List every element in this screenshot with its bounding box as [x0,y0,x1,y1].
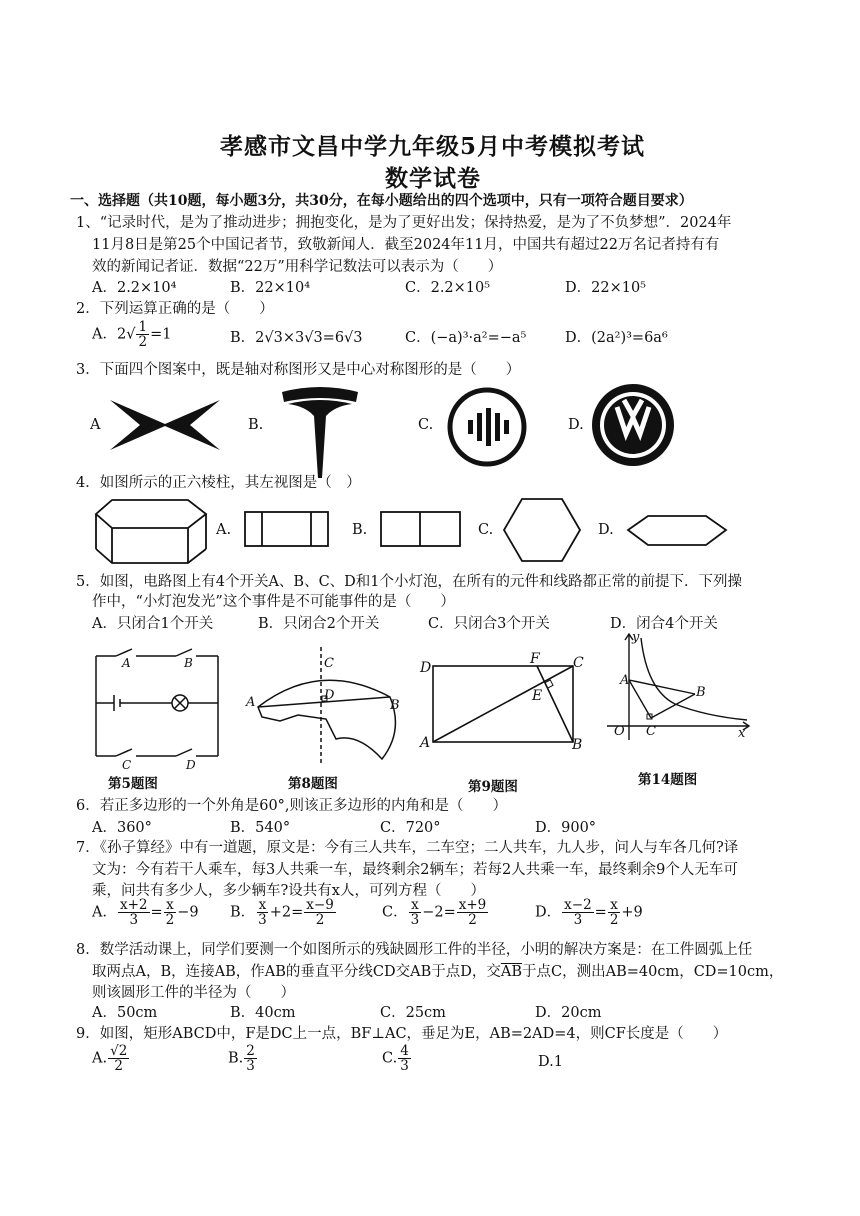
fig5-label-c: C [122,758,132,772]
q9-option-d: D.1 [538,1054,563,1070]
fig14-label-c: C [646,724,656,739]
q7-b-frac2 [304,898,336,927]
q7-option-d [535,898,643,927]
q9-a-label: A. [92,1050,108,1067]
fig9-label-e: E [532,688,543,704]
q7-c-d2: 2 [468,912,477,929]
fig14-label-x: x [738,726,746,741]
q9-c-num: 4 [400,1043,409,1059]
q1-line3: 效的新闻记者证．数据“22万”用科学记数法可以表示为（ ） [92,259,503,275]
fig5-label-b: B [184,656,193,670]
q7-c-d1: 3 [410,912,420,929]
q2-a-den: 2 [138,334,148,351]
q7-a-label: A． [92,904,117,921]
q7-c-mid: −2= [422,904,456,921]
q2-a-post: =1 [150,326,172,343]
q3-label-c: C. [418,417,434,433]
q5-line1: 5．如图，电路图上有4个开关A、B、C、D和1个小灯泡，在所有的元件和线路都正常的前提下．下列操 [76,574,743,590]
vw-logo-figure [590,382,676,468]
fig9-caption: 第9题图 [468,779,518,795]
q8-line2-part2: 于点C，测出AB=40cm，CD=10cm， [522,964,784,980]
q1-option-a: A．2.2×10⁴ [92,280,177,296]
q7-c-n1: x [411,897,419,913]
q7-b-n2: x−9 [306,897,334,913]
fig8-label-d: D [324,688,335,703]
q2-option-c: C．(−a)³·a²=−a⁵ [405,330,527,346]
q7-b-mid: +2= [269,904,304,921]
circuit-diagram [92,648,224,768]
q2-a-label: A． [92,326,117,343]
fig9-label-a: A [420,735,431,751]
q9-a-frac [108,1044,129,1073]
q9-c-label: C. [382,1050,398,1067]
fig9-label-b: B [572,737,583,753]
fig8-label-c: C [324,656,334,671]
q2-a-num: 1 [138,319,148,335]
q2-stem: 2．下列运算正确的是（ ） [76,301,274,317]
q7-line3: 乘，问共有多少人，多少辆车?设共有x人，可列方程（ ） [92,883,485,899]
fig14-label-b: B [696,685,706,700]
fig9-label-c: C [573,655,584,671]
q4-label-b: B. [352,522,368,538]
q4-view-d [626,514,728,548]
fig9-label-f: F [530,651,540,667]
q1-option-c: C．2.2×10⁵ [405,280,491,296]
q8-line1: 8．数学活动课上，同学们要测一个如图所示的残缺圆形工件的半径，小明的解决方案是：在工件圆弧上任 [76,942,753,958]
q6-option-b: B．540° [230,820,291,836]
q6-option-c: C．720° [380,820,441,836]
q8-option-d: D．20cm [535,1005,602,1021]
q7-a-d1: 3 [129,912,139,929]
q8-option-b: B．40cm [230,1005,296,1021]
fig14-label-o: O [614,724,625,739]
fig14-caption: 第14题图 [638,772,698,788]
q5-line2: 作中，“小灯泡发光”这个事件是不可能事件的是（ ） [92,594,455,610]
q7-option-c [382,898,489,927]
q2-a-frac [136,320,149,349]
q7-line1: 7．《孙子算经》中有一道题，原文是：今有三人共车，二车空；二人共车，九人步，问人与车各几何?译 [76,840,739,856]
q7-d-label: D． [535,904,562,921]
q9-option-a [92,1044,130,1073]
q9-b-num: 2 [246,1043,255,1059]
q9-a-den: 2 [114,1058,123,1075]
q4-view-a [244,511,330,549]
q4-label-a: A. [216,522,232,538]
q7-b-d2: 2 [315,912,325,929]
q9-b-label: B. [228,1050,244,1067]
q9-b-frac [244,1044,257,1073]
q7-a-frac2 [164,898,177,927]
q7-c-frac1 [409,898,422,927]
q7-a-n2: x [166,897,174,913]
q6-option-d: D．900° [535,820,597,836]
q9-option-c [382,1044,412,1073]
q9-c-den: 3 [400,1058,409,1075]
q7-a-n1: x+2 [119,897,148,913]
q7-option-b [230,898,337,927]
q6-option-a: A．360° [92,820,152,836]
q4-view-c [502,497,582,563]
q1-option-b: B．22×10⁴ [230,280,311,296]
fig5-caption: 第5题图 [108,776,158,792]
q5-option-a: A．只闭合1个开关 [92,616,214,632]
bowtie-figure [110,398,220,453]
q8-arc-ab: $\overline{AB}$ [500,964,522,980]
q2-option-d: D．(2a²)³=6a⁶ [565,330,668,346]
tesla-logo-figure [280,386,360,481]
q8-option-a: A．50cm [92,1005,158,1021]
q7-a-frac1 [118,898,150,927]
fig8-label-b: B [390,698,400,713]
fig9-label-d: D [420,660,432,676]
q7-a-post: −9 [177,904,199,921]
q3-stem: 3．下面四个图案中，既是轴对称图形又是中心对称图形的是（ ） [76,362,521,378]
q7-b-frac1 [256,898,269,927]
section-header: 一、选择题（共10题，每小题3分，共30分，在每小题给出的四个选项中，只有一项符合题目要求） [70,193,693,209]
q7-b-label: B． [230,904,256,921]
q6-stem: 6．若正多边形的一个外角是60°,则该正多边形的内角和是（ ） [76,798,508,814]
q7-b-d1: 3 [258,912,267,929]
q9-option-b [228,1044,258,1073]
q7-option-a [92,898,199,927]
q7-line2: 文为：今有若干人乘车，每3人共乘一车，最终剩余2辆车；若每2人共乘一车，最终剩余9个人无车可 [92,862,738,878]
q7-c-frac2 [457,898,489,927]
q2-a-coef: 2 [116,326,127,343]
q5-option-d: D．闭合4个开关 [610,616,718,632]
page-title: 孝感市文昌中学九年级5月中考模拟考试 [220,133,646,160]
q7-d-post: +9 [621,904,643,921]
q7-b-n1: x [258,897,267,913]
q7-d-n2: x [610,897,618,913]
q7-d-d2: 2 [609,912,619,929]
q3-label-b: B. [248,417,264,433]
q9-a-num: √2 [110,1043,128,1059]
rectangle-diagram [425,660,587,748]
q5-option-b: B．只闭合2个开关 [258,616,380,632]
q8-line2 [92,960,783,981]
q4-stem: 4．如图所示的正六棱柱，其左视图是（ ） [76,475,361,491]
q9-stem: 9．如图，矩形ABCD中，F是DC上一点，BF⊥AC，垂足为E，AB=2AD=4，则CF长度是（ ） [76,1026,728,1042]
fig8-label-a: A [246,695,256,710]
fig14-label-y: y [632,630,640,645]
q7-d-d1: 3 [573,912,583,929]
fig5-label-d: D [186,758,196,772]
fig5-label-a: A [122,656,131,670]
fig8-caption: 第8题图 [288,776,338,792]
q1-option-d: D．22×10⁵ [565,280,646,296]
q7-c-n2: x+9 [458,897,487,913]
q2-option-a [92,320,171,349]
hex-prism-figure [92,497,210,567]
q9-b-den: 3 [246,1058,255,1075]
q1-line1: 1、“记录时代，是为了推动进步；拥抱变化，是为了更好出发；保持热爱，是为了不负梦想”．2024年 [76,215,732,231]
q7-d-frac2 [608,898,621,927]
q5-option-c: C．只闭合3个开关 [428,616,550,632]
q7-a-d2: 2 [165,912,175,929]
q7-d-n1: x−2 [564,897,592,913]
q2-a-sqrt: √ [126,326,136,343]
q7-c-label: C． [382,904,408,921]
q7-d-mid: = [594,904,607,921]
q3-label-d: D. [568,417,584,433]
q8-line2-part1: 取两点A，B，连接AB，作AB的垂直平分线CD交AB于点D，交 [92,964,501,980]
q1-line2: 11月8日是第25个中国记者节，致敬新闻人．截至2024年11月，中国共有超过22万名记者持有有 [92,237,720,253]
q8-line3: 则该圆形工件的半径为（ ） [92,985,295,1001]
fig14-label-a: A [620,673,630,688]
page-subtitle: 数学试卷 [385,165,481,192]
q9-c-frac [398,1044,411,1073]
q8-option-c: C．25cm [380,1005,446,1021]
q7-d-frac1 [562,898,594,927]
q4-label-d: D. [598,522,614,538]
q3-label-a: A [90,417,101,433]
bars-circle-figure [446,386,528,468]
q2-option-b: B．2√3×3√3=6√3 [230,330,363,346]
q4-view-b [380,511,462,549]
q7-a-mid: = [150,904,163,921]
q4-label-c: C. [478,522,494,538]
